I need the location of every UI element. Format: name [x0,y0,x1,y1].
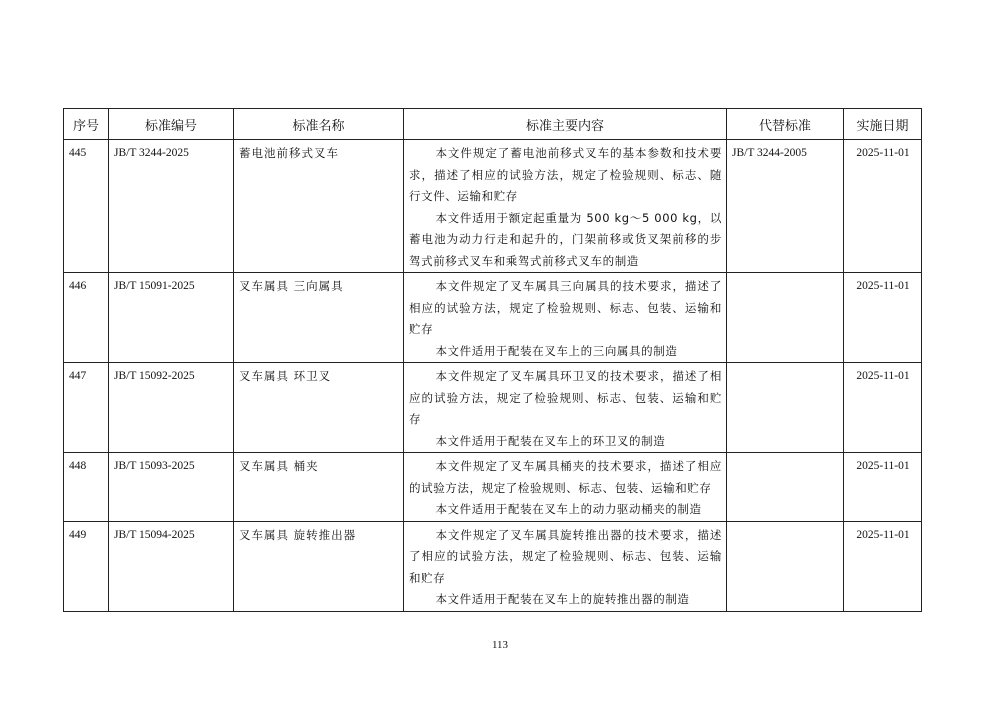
cell-implementation-date: 2025-11-01 [844,273,922,363]
content-paragraph: 本文件适用于配装在叉车上的环卫叉的制造 [435,433,666,448]
cell-main-content [404,140,727,273]
cell-standard-code: JB/T 15093-2025 [109,453,234,522]
content-paragraph: 本文件适用于配装在叉车上的旋转推出器的制造 [435,592,690,606]
cell-serial-number: 447 [64,363,109,453]
cell-standard-code: JB/T 15092-2025 [109,363,234,453]
cell-replaced-standard [727,273,844,363]
cell-replaced-standard [727,521,844,611]
table-header-row [64,109,922,140]
cell-main-content [404,363,727,453]
header-implementation-date: 实施日期 [844,109,922,140]
cell-main-content [404,273,727,363]
cell-standard-name: 叉车属具 三向属具 [234,273,404,363]
standards-table [63,108,922,612]
cell-implementation-date: 2025-11-01 [844,363,922,453]
cell-serial-number: 448 [64,453,109,522]
cell-standard-name: 叉车属具 环卫叉 [234,363,404,453]
cell-implementation-date: 2025-11-01 [844,140,922,273]
table-row [64,140,922,273]
table-row [64,363,922,453]
cell-standard-name: 蓄电池前移式叉车 [234,140,404,273]
header-replaced-standard: 代替标准 [727,109,844,140]
content-paragraph: 本文件规定了叉车属具旋转推出器的技术要求，描述了相应的试验方法，规定了检验规则、标志、包装、运输和贮存 [409,527,722,585]
content-paragraph: 本文件适用于额定起重量为 500 kg～5 000 kg，以蓄电池为动力行走和起升的，门架前移或货叉架前移的步驾式前移式叉车和乘驾式前移式叉车的制造 [409,210,722,268]
table-row [64,521,922,611]
cell-standard-code: JB/T 15094-2025 [109,521,234,611]
cell-main-content [404,521,727,611]
cell-serial-number: 446 [64,273,109,363]
content-paragraph: 本文件适用于配装在叉车上的动力驱动桶夹的制造 [435,502,702,516]
content-paragraph: 本文件规定了叉车属具三向属具的技术要求，描述了相应的试验方法，规定了检验规则、标志、包装、运输和贮存 [409,279,722,336]
header-standard-name: 标准名称 [234,109,404,140]
table-row [64,453,922,522]
table-row [64,273,922,363]
cell-replaced-standard [727,363,844,453]
cell-implementation-date: 2025-11-01 [844,453,922,522]
content-paragraph: 本文件规定了叉车属具桶夹的技术要求，描述了相应的试验方法，规定了检验规则、标志、包装、运输和贮存 [409,459,722,495]
cell-serial-number: 445 [64,140,109,273]
cell-replaced-standard [727,453,844,522]
cell-serial-number: 449 [64,521,109,611]
content-paragraph: 本文件规定了叉车属具环卫叉的技术要求，描述了相应的试验方法，规定了检验规则、标志、包装、运输和贮存 [409,369,722,426]
page-number: 113 [491,639,509,651]
cell-implementation-date: 2025-11-01 [844,521,922,611]
cell-standard-code: JB/T 15091-2025 [109,273,234,363]
content-paragraph: 本文件适用于配装在叉车上的三向属具的制造 [435,343,678,358]
cell-main-content [404,453,727,522]
cell-standard-code: JB/T 3244-2025 [109,140,234,273]
header-serial-number: 序号 [64,109,109,140]
cell-standard-name: 叉车属具 旋转推出器 [234,521,404,611]
header-main-content: 标准主要内容 [404,109,727,140]
cell-standard-name: 叉车属具 桶夹 [234,453,404,522]
content-paragraph: 本文件规定了蓄电池前移式叉车的基本参数和技术要求，描述了相应的试验方法，规定了检验规则、标志、随行文件、运输和贮存 [409,146,722,203]
header-standard-code: 标准编号 [109,109,234,140]
cell-replaced-standard: JB/T 3244-2005 [727,140,844,273]
